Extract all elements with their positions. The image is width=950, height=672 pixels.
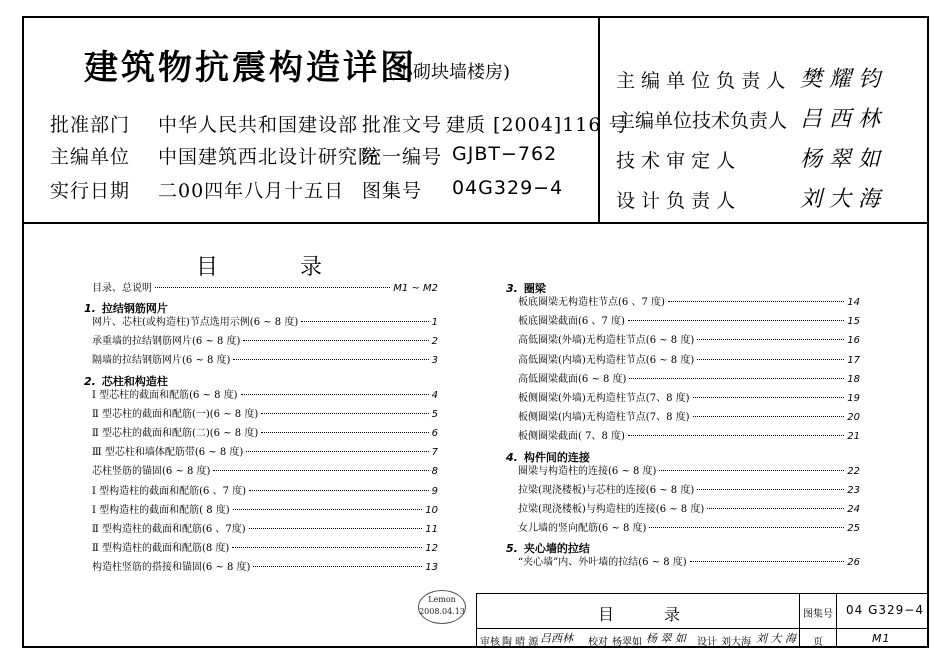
responsible-role: 技 术 审 定 人 <box>616 150 736 172</box>
tb-title-left: 目 <box>598 605 615 624</box>
toc-entry-label: Ⅰ 型芯柱的截面和配筋(6 ~ 8 度) <box>92 389 238 401</box>
toc-dot-leader <box>249 528 423 529</box>
stamp-line-1: Lemon <box>428 595 456 604</box>
toc-entry-page: 24 <box>847 504 860 515</box>
toc-entry-page: 21 <box>847 431 860 443</box>
toc-entry-page: 4 <box>431 389 438 401</box>
toc-entry[interactable] <box>518 335 860 347</box>
toc-entry[interactable] <box>92 543 438 555</box>
approval-doc-label: 批准文号 <box>362 114 443 136</box>
toc-dot-leader <box>697 489 844 490</box>
toc-dot-leader <box>690 561 845 562</box>
toc-dot-leader <box>649 527 844 528</box>
toc-entry[interactable] <box>92 447 438 459</box>
toc-entry-page: 26 <box>847 557 860 569</box>
toc-entry[interactable] <box>518 431 860 443</box>
toc-entry[interactable] <box>92 336 438 348</box>
toc-entry-page: 18 <box>847 373 860 385</box>
toc-entry-page: 16 <box>847 335 860 347</box>
toc-entry-page: 17 <box>847 354 860 366</box>
unified-no-label: 统一编号 <box>362 146 443 168</box>
toc-dot-leader <box>628 320 844 321</box>
toc-section-number: 4. <box>506 450 518 464</box>
tb-top-line <box>476 593 929 594</box>
toc-section-number: 3. <box>506 282 518 295</box>
toc-entry-label: 圈梁与构造柱的连接(6 ~ 8 度) <box>518 465 657 477</box>
toc-section-number: 2. <box>84 374 96 388</box>
toc-entry-page: 10 <box>425 504 438 516</box>
tb-review-label: 审核 <box>480 637 500 648</box>
toc-entry[interactable] <box>518 523 860 535</box>
effective-date-label: 实行日期 <box>50 180 131 202</box>
toc-dot-leader <box>301 321 428 322</box>
toc-entry-page: 5 <box>431 408 438 420</box>
toc-dot-leader <box>253 566 422 567</box>
toc-section-title: 圈梁 <box>523 282 546 295</box>
toc-entry-page: 22 <box>847 465 860 477</box>
toc-entry-label: 高低圈梁截面(6 ~ 8 度) <box>518 373 627 385</box>
toc-section-number: 5. <box>506 542 518 556</box>
toc-entry-label: 网片、芯柱(或构造柱)节点选用示例(6 ~ 8 度) <box>92 317 299 328</box>
toc-section-title: 拉结钢筋网片 <box>101 302 168 315</box>
atlas-no: 04G329−4 <box>452 177 564 199</box>
responsible-signature: 杨 翠 如 <box>800 147 880 172</box>
toc-entry-label: 板侧圈梁(外墙)无构造柱节点(7、8 度) <box>518 393 690 404</box>
approval-dept-label: 批准部门 <box>50 114 131 136</box>
toc-entry-label: 高低圈梁(内墙)无构造柱节点(6 ~ 8 度) <box>518 354 695 366</box>
toc-entry-label: Ⅱ 型构造柱的截面和配筋(8 度) <box>92 543 230 555</box>
toc-entry[interactable] <box>92 486 438 498</box>
toc-entry[interactable] <box>92 409 438 421</box>
toc-entry[interactable] <box>92 355 438 367</box>
toc-entry-label: Ⅱ 型构造柱的截面和配筋(6 、7度) <box>92 524 246 535</box>
toc-entry[interactable] <box>92 428 438 440</box>
toc-entry[interactable] <box>92 524 438 536</box>
tb-mid-line <box>476 628 929 629</box>
toc-entry-page: 2 <box>431 336 438 348</box>
toc-section-heading <box>506 449 590 465</box>
toc-dot-leader <box>249 490 429 491</box>
toc-entry-label: 板侧圈梁截面( 7、8 度) <box>518 431 625 443</box>
toc-section-heading <box>84 300 168 316</box>
toc-entry-label: 隔墙的拉结钢筋网片(6 ~ 8 度) <box>92 355 231 367</box>
tb-reviewer-signature: 吕西林 <box>540 632 573 645</box>
approval-dept: 中华人民共和国建设部 <box>158 114 359 136</box>
responsible-signature: 刘 大 海 <box>800 187 880 212</box>
tb-designer: 刘大海 <box>721 637 751 648</box>
tb-design-label: 设计 <box>697 637 717 648</box>
toc-dot-leader <box>629 378 844 379</box>
toc-entry-label: Ⅱ 型芯柱的截面和配筋(二)(6 ~ 8 度) <box>92 428 259 439</box>
toc-entry-label: 承重墙的拉结钢筋网片(6 ~ 8 度) <box>92 336 241 348</box>
toc-section-title: 芯柱和构造柱 <box>101 374 168 388</box>
toc-entry-label: 目录、总说明 <box>92 283 152 294</box>
toc-dot-leader <box>233 359 428 360</box>
toc-dot-leader <box>233 509 423 510</box>
effective-date: 二00四年八月十五日 <box>158 180 345 202</box>
responsible-role: 主编单位技术负责人 <box>616 110 788 132</box>
toc-entry-label: 女儿墙的竖向配筋(6 ~ 8 度) <box>518 523 647 535</box>
toc-entry[interactable] <box>92 283 438 295</box>
toc-section-heading <box>506 540 590 556</box>
stamp-line-2: 2008.04.13 <box>419 607 465 616</box>
toc-entry-label: Ⅰ 型构造柱的截面和配筋(6 、7 度) <box>92 485 247 497</box>
toc-entry-page: 20 <box>847 412 860 424</box>
toc-entry-page: 23 <box>847 484 860 496</box>
tb-designer-signature: 刘 大 海 <box>756 632 796 645</box>
tb-title-right: 录 <box>664 605 681 624</box>
toc-entry[interactable] <box>518 374 860 386</box>
tb-reviewer: 陶 晴 源 <box>502 637 539 648</box>
toc-dot-leader <box>668 301 844 302</box>
tb-atlas-value-divider <box>836 593 837 648</box>
responsible-role: 主 编 单 位 负 责 人 <box>616 70 786 92</box>
toc-dot-leader <box>232 547 422 548</box>
lemon-stamp <box>418 590 466 624</box>
toc-entry-page: 8 <box>431 466 438 478</box>
tb-page-no: M1 <box>872 632 891 645</box>
toc-entry-label: 芯柱竖筋的锚固(6 ~ 8 度) <box>92 466 211 478</box>
toc-dot-leader <box>693 397 845 398</box>
toc-dot-leader <box>241 394 429 395</box>
toc-entry-label: Ⅱ 型芯柱的截面和配筋(一)(6 ~ 8 度) <box>92 408 259 420</box>
toc-dot-leader <box>261 413 428 414</box>
toc-dot-leader <box>659 470 844 471</box>
unified-no: GJBT−762 <box>452 143 558 165</box>
toc-section-title: 构件间的连接 <box>523 450 590 464</box>
toc-entry-page: 25 <box>847 523 860 535</box>
toc-entry-label: 拉梁(现浇楼板)与芯柱的连接(6 ~ 8 度) <box>518 484 695 496</box>
toc-entry-label: Ⅰ 型构造柱的截面和配筋( 8 度) <box>92 504 230 516</box>
toc-entry-label: 板底圈梁无构造柱节点(6 、7 度) <box>518 297 665 308</box>
toc-section-title: 夹心墙的拉结 <box>523 542 590 556</box>
toc-section-number: 1. <box>84 302 96 315</box>
toc-section-heading <box>84 373 168 389</box>
toc-entry[interactable] <box>518 297 860 309</box>
tb-page-label: 页 <box>813 637 823 648</box>
toc-dot-leader <box>246 451 428 452</box>
toc-entry-label: 板侧圈梁(内墙)无构造柱节点(7、8 度) <box>518 412 690 424</box>
toc-dot-leader <box>155 287 390 288</box>
toc-title-left: 目 <box>196 255 221 280</box>
tb-atlas-no: 04 G329−4 <box>846 603 924 617</box>
toc-entry-page: 6 <box>431 428 438 439</box>
toc-entry[interactable] <box>92 390 438 402</box>
editor-unit-label: 主编单位 <box>50 146 131 168</box>
approval-doc: 建质 [2004]116 号 <box>446 114 629 136</box>
drawing-title: 建筑物抗震构造详图 <box>84 48 417 88</box>
toc-entry-label: Ⅲ 型芯柱和墙体配筋带(6 ~ 8 度) <box>92 447 244 459</box>
toc-dot-leader <box>707 508 844 509</box>
toc-entry[interactable] <box>518 557 860 569</box>
toc-entry[interactable] <box>518 316 860 328</box>
toc-dot-leader <box>243 340 428 341</box>
toc-entry[interactable] <box>518 393 860 405</box>
tb-check-label: 校对 <box>588 637 608 648</box>
toc-entry-page: 19 <box>847 393 860 404</box>
toc-entry[interactable] <box>92 466 438 478</box>
responsible-signature: 樊 耀 钧 <box>800 67 880 92</box>
toc-entry[interactable] <box>518 412 860 424</box>
toc-entry[interactable] <box>92 317 438 329</box>
toc-dot-leader <box>693 416 845 417</box>
toc-dot-leader <box>628 435 844 436</box>
toc-entry[interactable] <box>518 485 860 497</box>
tb-atlas-divider <box>799 593 800 648</box>
toc-entry-page: 12 <box>425 543 438 555</box>
toc-title-right: 录 <box>300 255 325 280</box>
toc-entry-label: 拉梁(现浇楼板)与构造柱的连接(6 ~ 8 度) <box>518 504 705 515</box>
toc-entry[interactable] <box>92 562 438 574</box>
toc-entry-page: 13 <box>425 562 438 574</box>
toc-entry[interactable] <box>92 505 438 517</box>
toc-entry-page: 3 <box>431 355 438 367</box>
toc-dot-leader <box>213 470 428 471</box>
toc-entry[interactable] <box>518 466 860 478</box>
toc-entry-page: 1 <box>431 317 438 328</box>
toc-section-heading <box>506 280 546 296</box>
tb-left-line <box>476 593 477 648</box>
toc-entry[interactable] <box>518 355 860 367</box>
atlas-no-label: 图集号 <box>362 180 423 202</box>
drawing-subtitle: (小砌块墙楼房) <box>388 62 511 83</box>
tb-checker: 杨翠如 <box>612 637 642 648</box>
toc-entry-label: 构造柱竖筋的搭接和锚固(6 ~ 8 度) <box>92 562 251 574</box>
tb-checker-signature: 杨 翠 如 <box>646 632 686 645</box>
toc-entry-page: 14 <box>847 297 860 308</box>
toc-entry-page: 11 <box>425 524 438 535</box>
toc-entry-page: M1 ~ M2 <box>393 283 438 294</box>
toc-entry-label: 板底圈梁截面(6 、7 度) <box>518 316 625 328</box>
toc-entry-label: “夹心墙”内、外叶墙的拉结(6 ~ 8 度) <box>518 557 687 569</box>
tb-atlas-label: 图集号 <box>803 609 833 620</box>
toc-dot-leader <box>697 339 844 340</box>
toc-entry[interactable] <box>518 504 860 516</box>
responsible-signature: 吕 西 林 <box>800 107 880 132</box>
toc-entry-label: 高低圈梁(外墙)无构造柱节点(6 ~ 8 度) <box>518 335 695 347</box>
editor-unit: 中国建筑西北设计研究院 <box>158 146 379 168</box>
toc-dot-leader <box>697 359 844 360</box>
toc-entry-page: 9 <box>431 485 438 497</box>
toc-entry-page: 15 <box>847 316 860 328</box>
toc-dot-leader <box>261 432 428 433</box>
header-divider <box>22 222 929 224</box>
responsible-role: 设 计 负 责 人 <box>616 190 736 212</box>
toc-entry-page: 7 <box>431 447 438 459</box>
